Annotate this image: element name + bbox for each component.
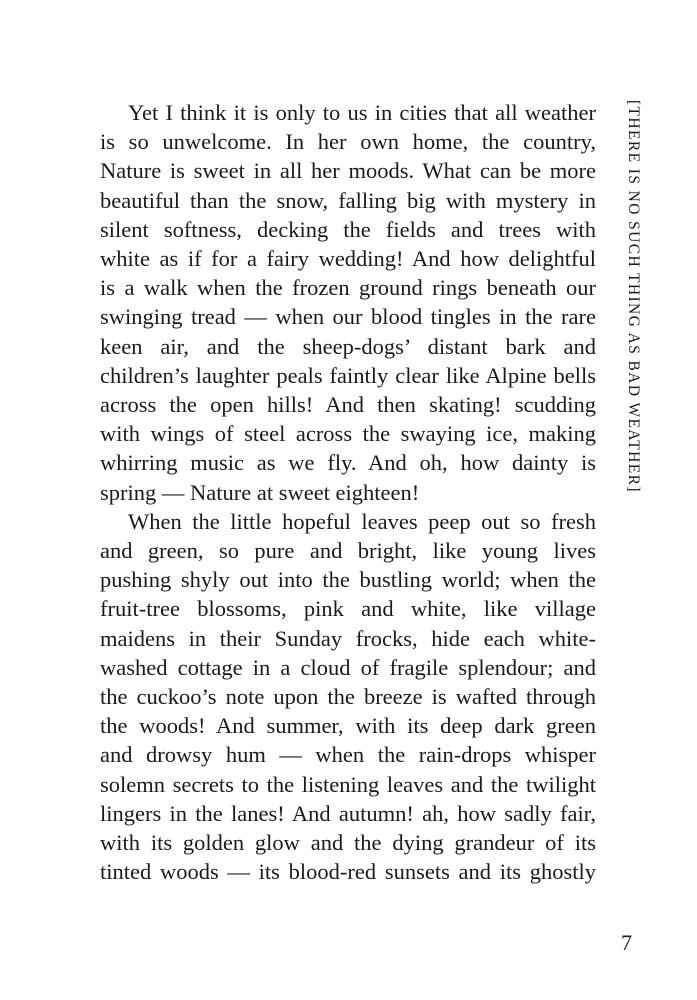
text-line: maidens in their Sunday frocks, hide each white-: [100, 625, 596, 651]
text-line: When the little hopeful leaves peep out so fresh: [128, 508, 596, 534]
paragraph-2: [100, 507, 596, 887]
running-head-text: [THERE IS NO SUCH THING AS BAD WEATHER]: [625, 100, 642, 493]
text-line: is a walk when the frozen ground rings beneath our: [100, 275, 596, 301]
text-line: spring — Nature at sweet eighteen!: [100, 479, 420, 505]
text-line: Yet I think it is only to us in cities that all weather: [128, 100, 596, 125]
body-text: [100, 98, 596, 886]
text-line: and green, so pure and bright, like young lives: [100, 538, 596, 564]
text-line: lingers in the lanes! And autumn! ah, how sadly fair,: [100, 800, 596, 826]
text-line: beautiful than the snow, falling big with mystery in: [100, 187, 596, 213]
paragraph-1: [100, 98, 596, 507]
text-line: whirring music as we fly. And oh, how dainty is: [100, 450, 596, 476]
text-line: pushing shyly out into the bustling world; when the: [100, 567, 596, 593]
text-line: tinted woods — its blood-red sunsets and its ghostly: [100, 859, 596, 885]
running-head: [612, 100, 652, 570]
text-line: the cuckoo’s note upon the breeze is wafted through: [100, 684, 596, 710]
text-line: Nature is sweet in all her moods. What can be more: [100, 158, 596, 184]
text-line: swinging tread — when our blood tingles in the rare: [100, 304, 596, 330]
text-line: the woods! And summer, with its deep dark green: [100, 713, 596, 739]
text-line: solemn secrets to the listening leaves and the twilight: [100, 771, 596, 797]
text-line: with its golden glow and the dying grandeur of its: [100, 830, 596, 856]
text-line: is so unwelcome. In her own home, the country,: [100, 129, 596, 155]
text-line: children’s laughter peals faintly clear like Alpine bells: [100, 362, 596, 388]
text-line: silent softness, decking the fields and trees with: [100, 216, 596, 242]
text-line: with wings of steel across the swaying ice, making: [100, 421, 596, 447]
text-line: fruit-tree blossoms, pink and white, like village: [100, 596, 596, 622]
text-line: across the open hills! And then skating! scudding: [100, 392, 596, 418]
text-line: white as if for a fairy wedding! And how delightful: [100, 246, 596, 272]
page-number: 7: [621, 930, 632, 955]
text-line: washed cottage in a cloud of fragile splendour; and: [100, 654, 596, 680]
text-line: keen air, and the sheep-dogs’ distant bark and: [100, 333, 596, 359]
text-line: and drowsy hum — when the rain-drops whisper: [100, 742, 596, 768]
